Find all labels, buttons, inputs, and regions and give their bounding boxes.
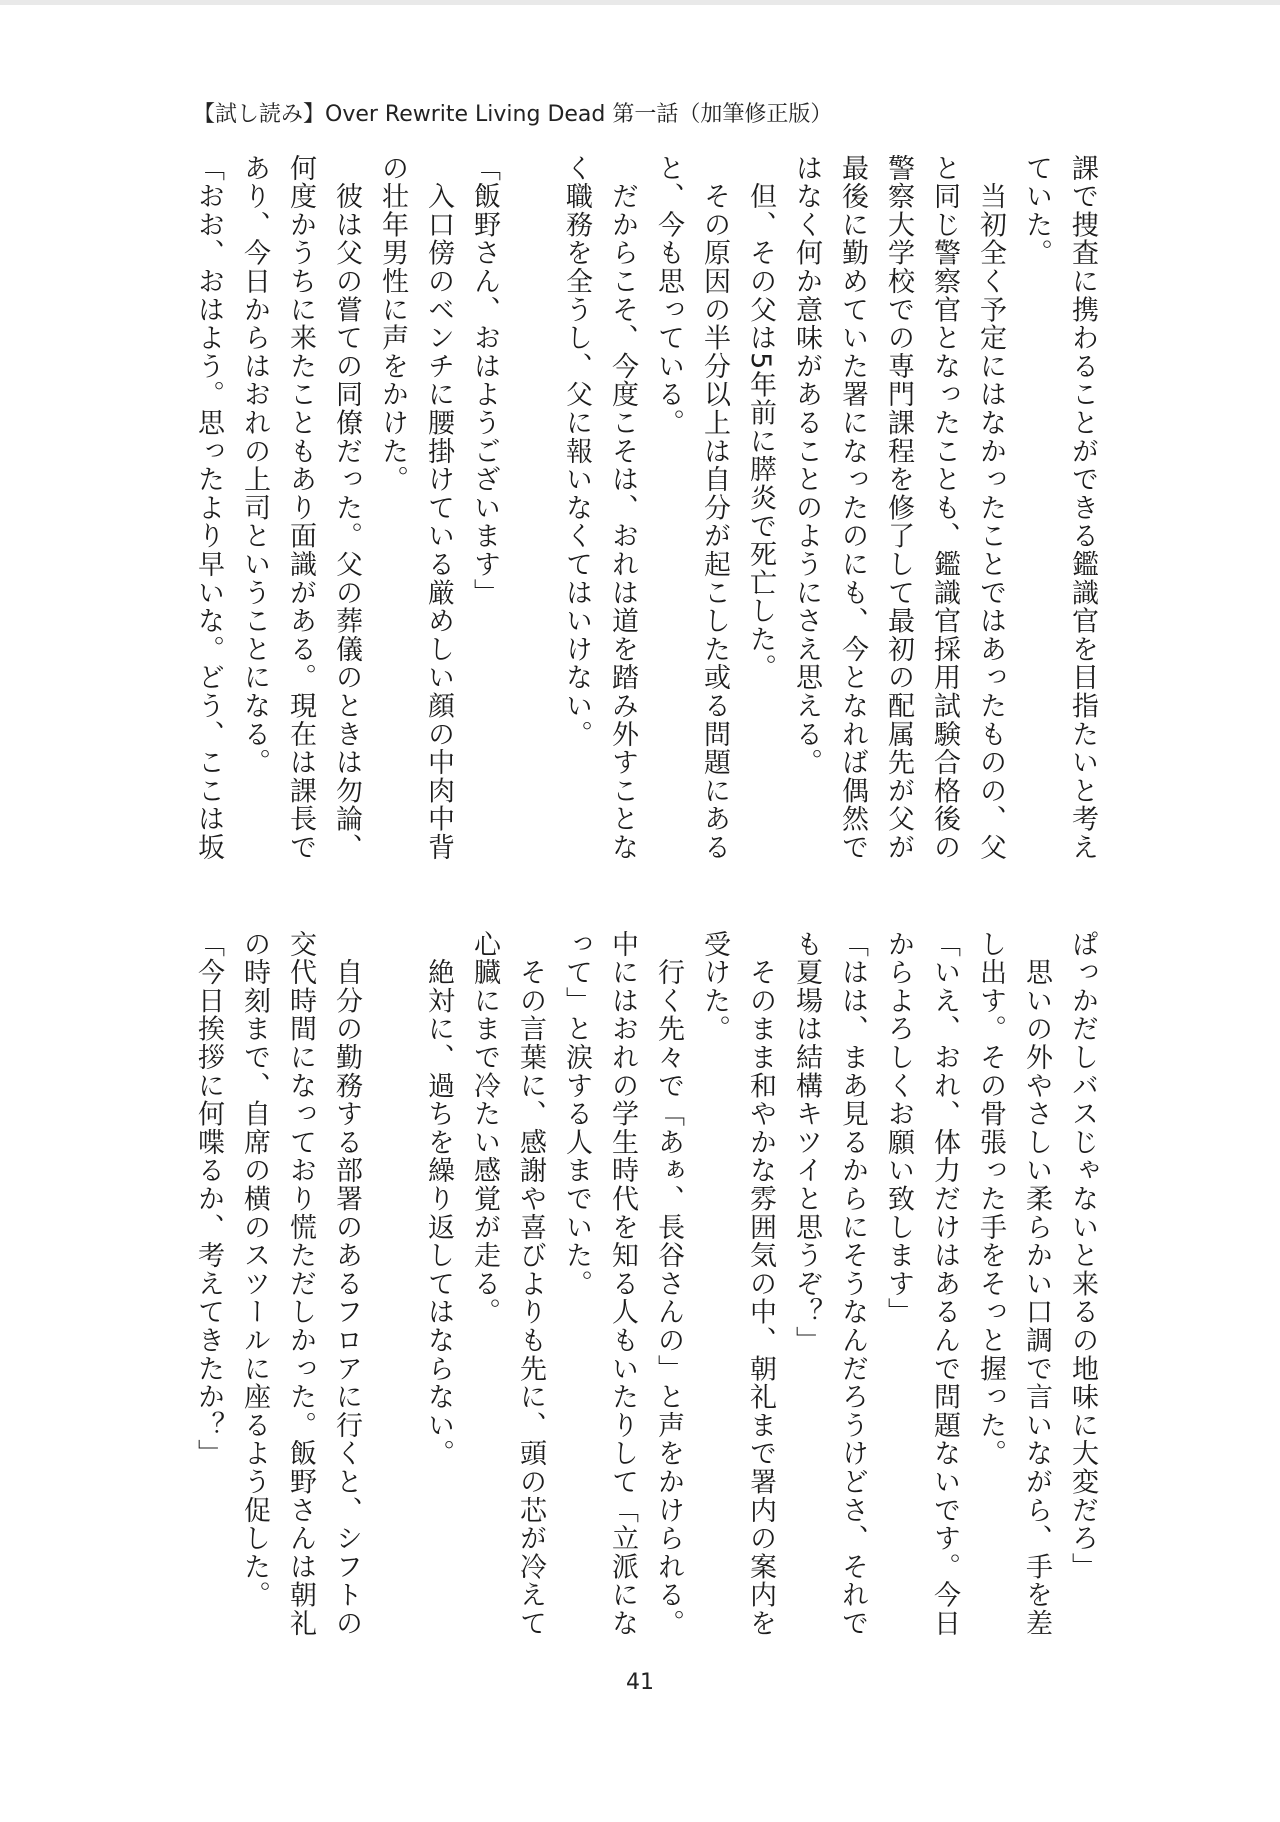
- text-line: あり、今日からはおれの上司ということになる。: [239, 154, 270, 777]
- text-line: 但、その父は5年前に膵炎で死亡した。: [745, 154, 776, 682]
- text-line: そのまま和やかな雰囲気の中、朝礼まで署内の案内を: [745, 930, 776, 1638]
- text-line: 「おお、おはよう。思ったより早いな。どう、ここは坂: [193, 154, 224, 862]
- text-line: も夏場は結構キツイと思うぞ？」: [791, 930, 822, 1355]
- text-line: の壮年男性に声をかけた。: [377, 154, 408, 494]
- text-line: 警察大学校での専門課程を修了して最初の配属先が父が: [883, 154, 914, 862]
- text-line: 行く先々で「あぁ、長谷さんの」と声をかけられる。: [653, 930, 684, 1638]
- text-line: 当初全く予定にはなかったことではあったものの、父: [975, 154, 1006, 862]
- text-line: 心臓にまで冷たい感覚が走る。: [469, 930, 500, 1327]
- text-line: からよろしくお願い致します」: [883, 930, 914, 1327]
- text-line: はなく何か意味があることのようにさえ思える。: [791, 154, 822, 777]
- text-line: 中にはおれの学生時代を知る人もいたりして「立派にな: [607, 930, 638, 1638]
- text-line: 「はは、まあ見るからにそうなんだろうけどさ、それで: [837, 930, 868, 1638]
- page-number: 41: [626, 1670, 654, 1695]
- text-line: と同じ警察官となったことも、鑑識官採用試験合格後の: [929, 154, 960, 862]
- text-line: 受けた。: [699, 930, 730, 1044]
- text-block-upper: [175, 154, 1105, 874]
- text-line: [507, 154, 553, 874]
- text-line: く職務を全うし、父に報いなくてはいけない。: [561, 154, 592, 749]
- text-line: その原因の半分以上は自分が起こした或る問題にある: [699, 154, 730, 862]
- text-line: 何度かうちに来たこともあり面識がある。現在は課長で: [285, 154, 316, 862]
- text-line: 最後に勤めていた署になったのにも、今となれば偶然で: [837, 154, 868, 862]
- text-line: って」と涙する人までいた。: [561, 930, 592, 1298]
- text-line: 交代時間になっており慌ただしかった。飯野さんは朝礼: [285, 930, 316, 1638]
- text-line: の時刻まで、自席の横のスツールに座るよう促した。: [239, 930, 270, 1610]
- text-line: し出す。その骨張った手をそっと握った。: [975, 930, 1006, 1468]
- text-line: 「いえ、おれ、体力だけはあるんで問題ないです。今日: [929, 930, 960, 1638]
- page-top-edge: [0, 0, 1280, 5]
- text-line: その言葉に、感謝や喜びよりも先に、頭の芯が冷えて: [515, 930, 546, 1638]
- text-line: 「今日挨拶に何喋るか、考えてきたか？」: [193, 930, 224, 1468]
- text-line: [369, 930, 415, 1700]
- text-line: 絶対に、過ちを繰り返してはならない。: [423, 930, 454, 1468]
- text-line: ぱっかだしバスじゃないと来るの地味に大変だろ」: [1067, 930, 1098, 1581]
- text-line: と、今も思っている。: [653, 154, 684, 437]
- text-block-lower: [175, 930, 1105, 1700]
- text-line: だからこそ、今度こそは、おれは道を踏み外すことな: [607, 154, 638, 862]
- running-header: 【試し読み】Over Rewrite Living Dead 第一話（加筆修正版）: [193, 102, 833, 127]
- text-line: ていた。: [1021, 154, 1052, 268]
- text-line: 入口傍のベンチに腰掛けている厳めしい顔の中肉中背: [423, 154, 454, 862]
- text-line: 課で捜査に携わることができる鑑識官を目指たいと考え: [1067, 154, 1098, 862]
- text-line: 思いの外やさしい柔らかい口調で言いながら、手を差: [1021, 930, 1052, 1638]
- text-line: 自分の勤務する部署のあるフロアに行くと、シフトの: [331, 930, 362, 1638]
- text-line: 「飯野さん、おはようございます」: [469, 154, 500, 607]
- text-line: 彼は父の嘗ての同僚だった。父の葬儀のときは勿論、: [331, 154, 362, 862]
